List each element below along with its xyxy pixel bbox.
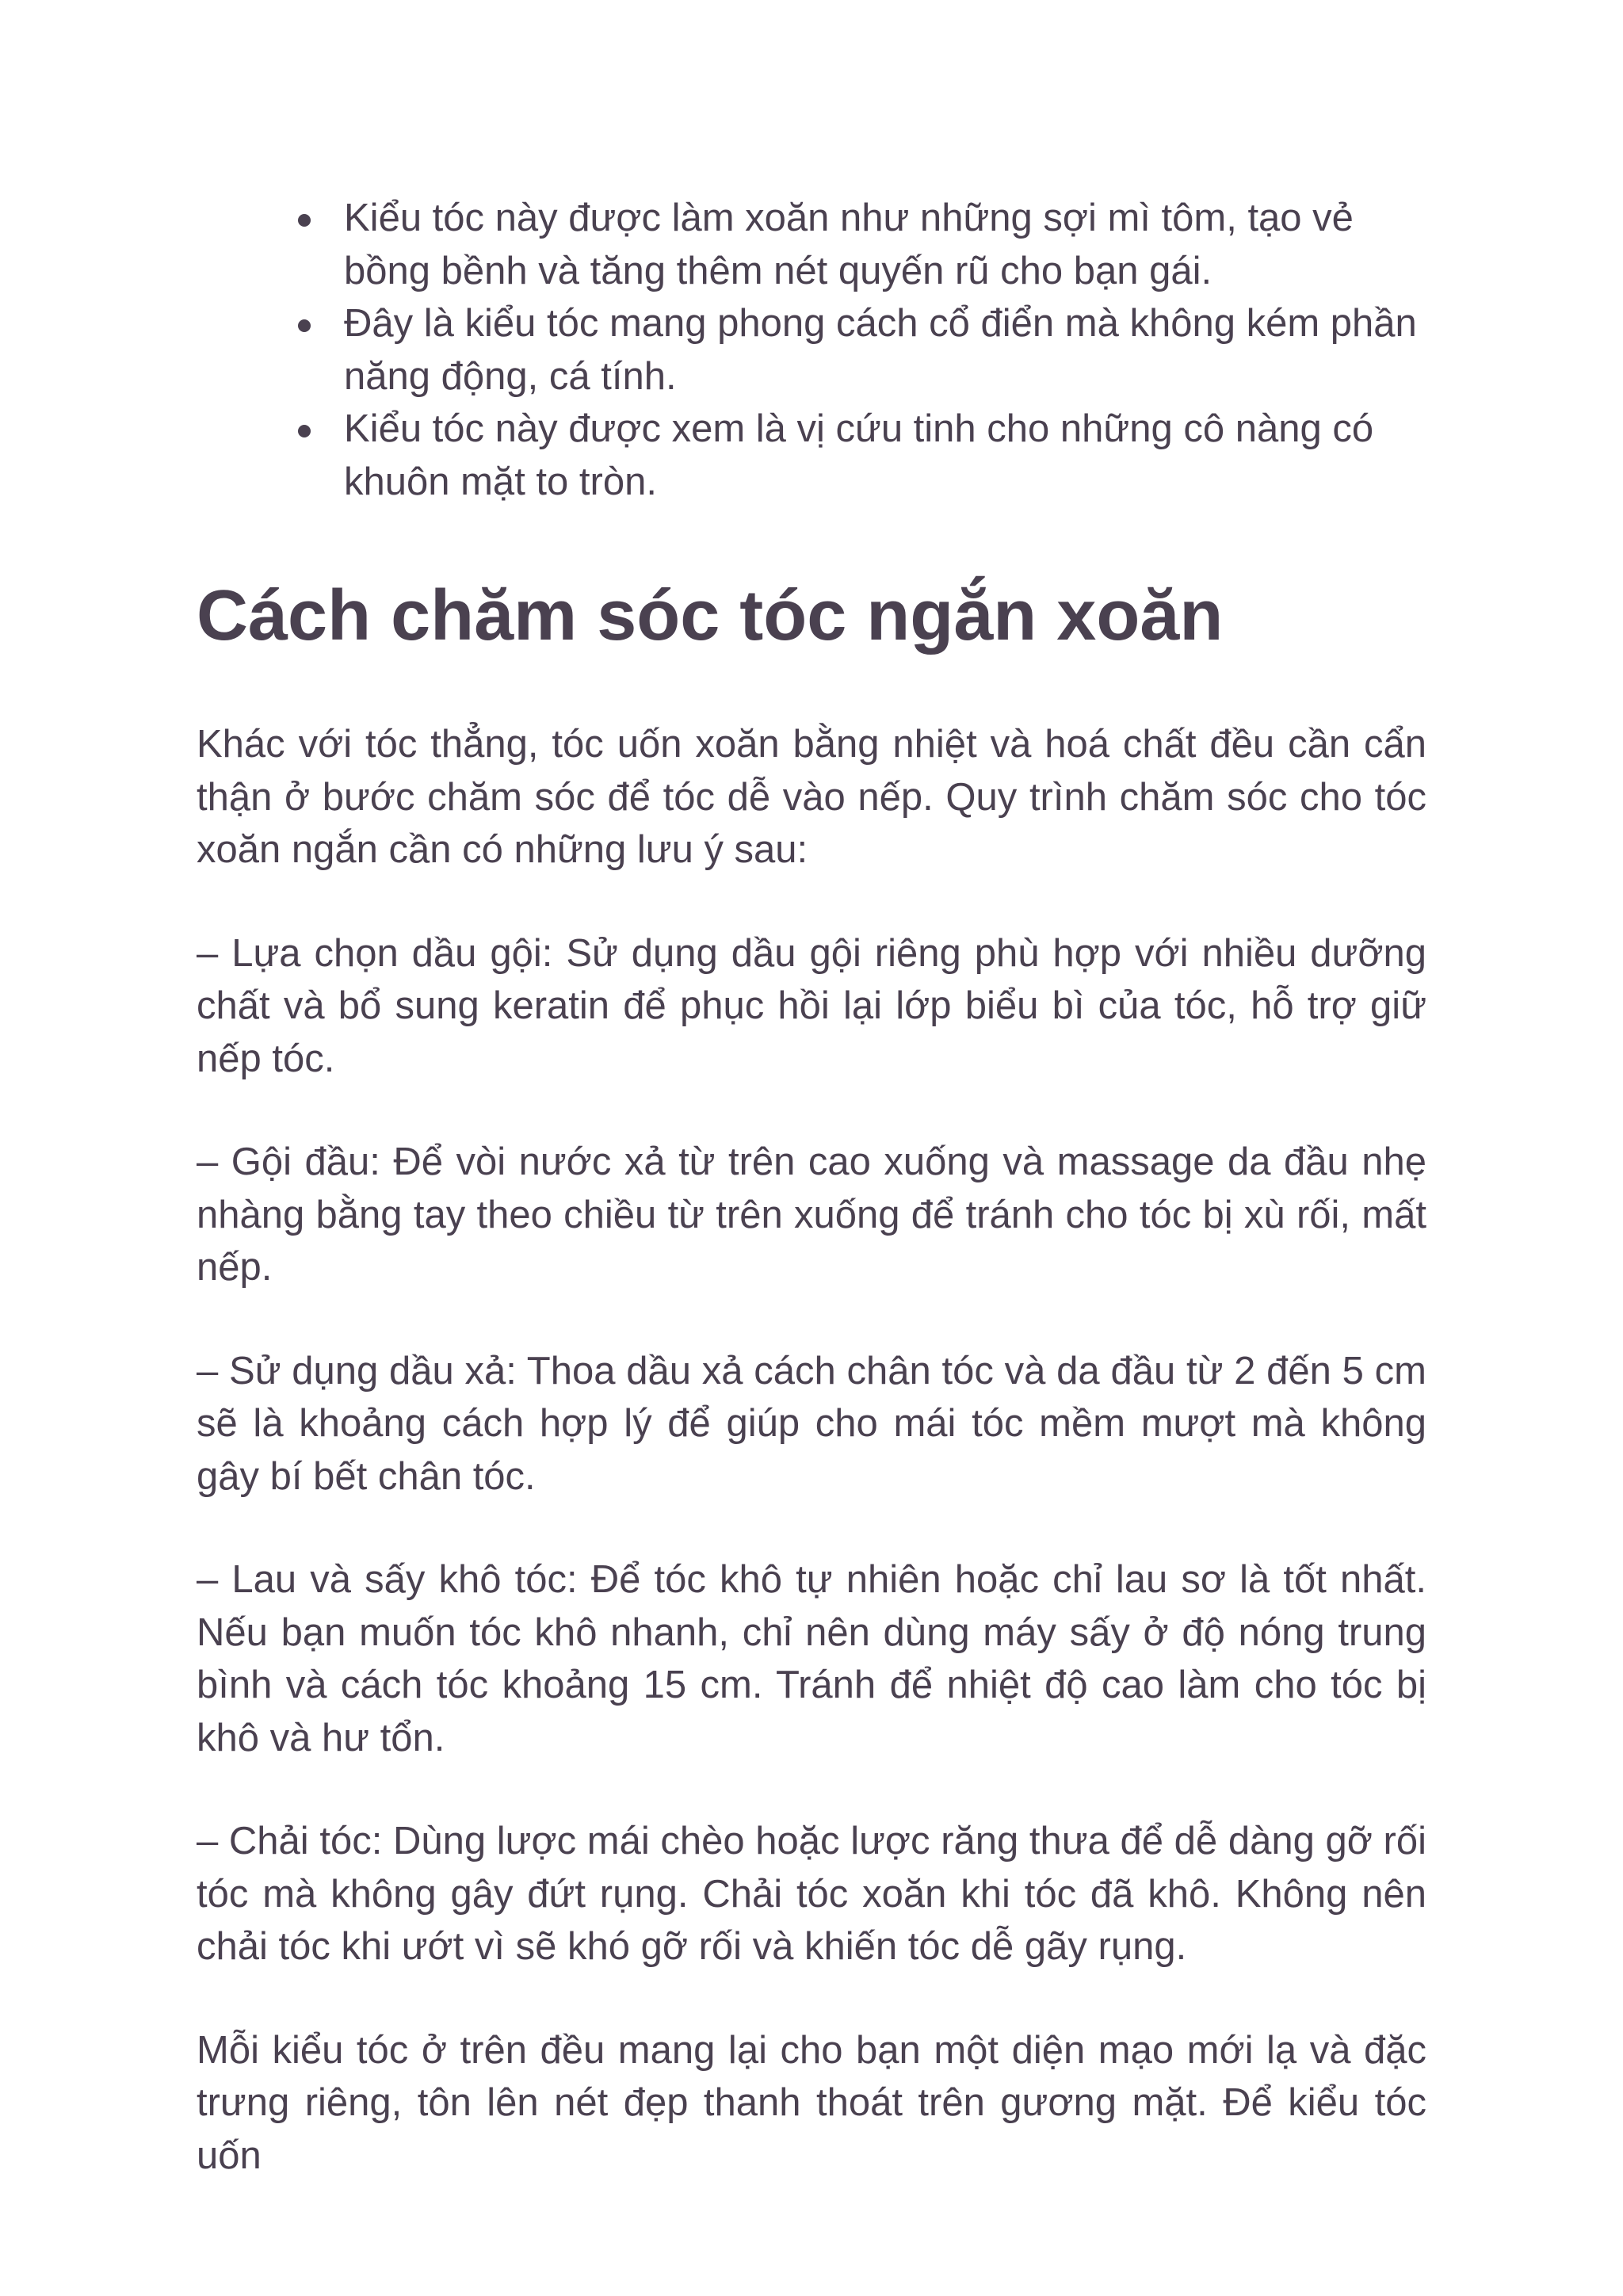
paragraph-drying: – Lau và sấy khô tóc: Để tóc khô tự nhiên hoặc chỉ lau sơ là tốt nhất. Nếu bạn muốn tóc khô nhanh, chỉ nên dùng máy sấy ở độ nóng trung bình và cách tóc khoảng 15 cm. Tránh để nhiệt độ cao làm cho tóc bị khô và hư tổn. xyxy=(197,1558,1426,1759)
list-item xyxy=(197,403,1426,508)
paragraph-closing: Mỗi kiểu tóc ở trên đều mang lại cho bạn một diện mạo mới lạ và đặc trưng riêng, tôn lên nét đẹp thanh thoát trên gương mặt. Để kiểu tóc uốn xyxy=(197,2028,1426,2177)
list-item xyxy=(197,297,1426,403)
body-text xyxy=(197,718,1426,2233)
bullet-dot-icon xyxy=(298,425,311,437)
paragraph-intro: Khác với tóc thẳng, tóc uốn xoăn bằng nhiệt và hoá chất đều cần cẩn thận ở bước chăm sóc để tóc dễ vào nếp. Quy trình chăm sóc cho tóc xoăn ngắn cần có những lưu ý sau: xyxy=(197,723,1426,871)
bullet-dot-icon xyxy=(298,214,311,227)
list-item-text: Đây là kiểu tóc mang phong cách cổ điển mà không kém phần năng động, cá tính. xyxy=(344,302,1417,398)
list-item-text: Kiểu tóc này được làm xoăn như những sợi mì tôm, tạo vẻ bồng bềnh và tăng thêm nét quyến rũ cho bạn gái. xyxy=(344,197,1354,292)
paragraph-washing: – Gội đầu: Để vòi nước xả từ trên cao xuống và massage da đầu nhẹ nhàng bằng tay theo chiều từ trên xuống để tránh cho tóc bị xù rối, mất nếp. xyxy=(197,1140,1426,1289)
bullet-dot-icon xyxy=(298,319,311,332)
paragraph-brushing: – Chải tóc: Dùng lược mái chèo hoặc lược răng thưa để dễ dàng gỡ rối tóc mà không gây đứt rụng. Chải tóc xoăn khi tóc đã khô. Không nên chải tóc khi ướt vì sẽ khó gỡ rối và khiến tóc dễ gãy rụng. xyxy=(197,1820,1426,1968)
section-heading: Cách chăm sóc tóc ngắn xoăn xyxy=(197,576,1224,655)
paragraph-conditioner: – Sử dụng dầu xả: Thoa dầu xả cách chân tóc và da đầu từ 2 đến 5 cm sẽ là khoảng cách hợp lý để giúp cho mái tóc mềm mượt mà không gây bí bết chân tóc. xyxy=(197,1349,1426,1498)
paragraph-shampoo: – Lựa chọn dầu gội: Sử dụng dầu gội riêng phù hợp với nhiều dưỡng chất và bổ sung keratin để phục hồi lại lớp biểu bì của tóc, hỗ trợ giữ nếp tóc. xyxy=(197,931,1426,1080)
bullet-list xyxy=(197,192,1426,508)
list-item xyxy=(197,192,1426,297)
list-item-text: Kiểu tóc này được xem là vị cứu tinh cho những cô nàng có khuôn mặt to tròn. xyxy=(344,407,1374,503)
